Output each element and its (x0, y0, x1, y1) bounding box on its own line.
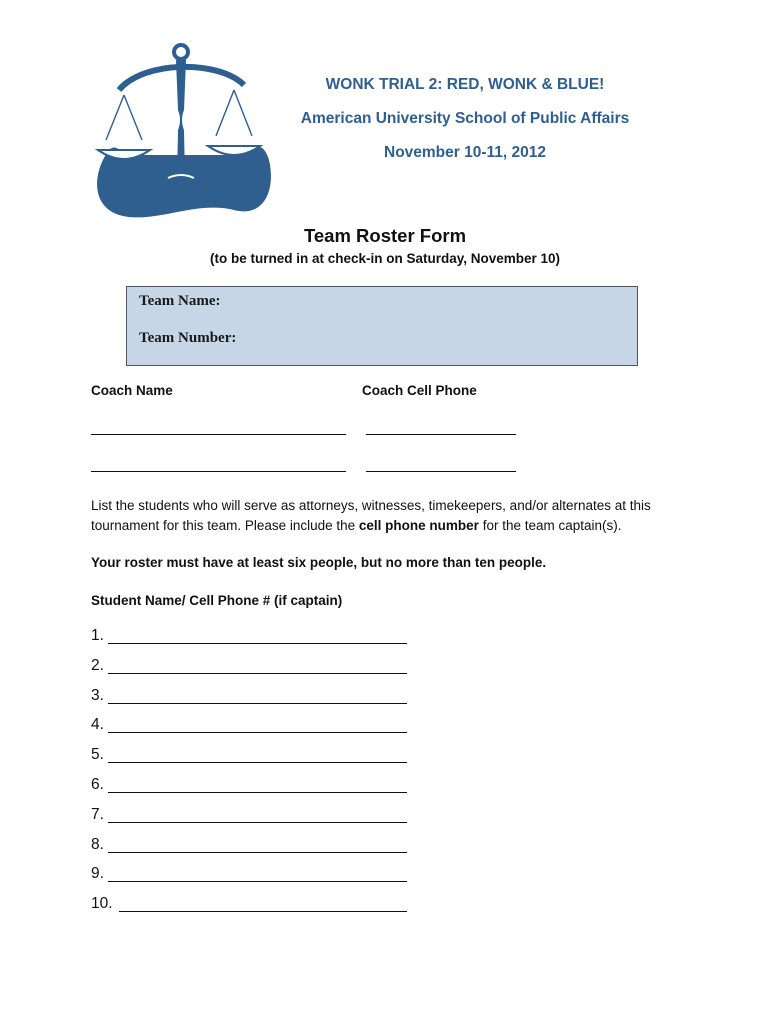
coach-name-label: Coach Name (91, 383, 173, 398)
student-name-field[interactable] (108, 762, 407, 763)
roster-rule: Your roster must have at least six people, but no more than ten people. (91, 555, 547, 570)
list-item (91, 714, 421, 744)
list-item (91, 804, 421, 834)
list-item (91, 834, 421, 864)
roster-number: 1. (91, 627, 104, 644)
team-number-label: Team Number: (139, 330, 237, 346)
student-roster-list (91, 625, 421, 923)
school-name: American University School of Public Affairs (300, 110, 630, 127)
event-dates: November 10-11, 2012 (384, 144, 546, 161)
list-item (91, 655, 421, 685)
list-item (91, 863, 421, 893)
roster-number: 3. (91, 686, 104, 704)
student-name-field[interactable] (108, 852, 407, 853)
event-title: WONK TRIAL 2: RED, WONK & BLUE! (325, 76, 605, 93)
instructions-text-1: List the students who will serve as attorneys, witnesses, timekeepers, and/or alternates at this tournament for this team. Please include the (91, 498, 651, 533)
instructions-text-2: for the team captain(s). (478, 518, 622, 533)
instructions-bold-text: cell phone number (358, 518, 479, 533)
list-item (91, 685, 421, 715)
roster-number: 4. (91, 716, 104, 734)
roster-number: 8. (91, 835, 104, 853)
student-name-field[interactable] (108, 643, 407, 644)
student-list-header: Student Name/ Cell Phone # (if captain) (91, 593, 343, 608)
coach-phone-field-2[interactable] (366, 471, 516, 472)
student-name-field[interactable] (108, 881, 407, 882)
roster-number: 5. (91, 746, 104, 764)
scales-of-justice-icon (84, 40, 274, 230)
coach-name-field-2[interactable] (91, 471, 346, 472)
list-item (91, 774, 421, 804)
coach-phone-field-1[interactable] (366, 434, 516, 435)
list-item (91, 744, 421, 774)
roster-number: 6. (91, 775, 104, 793)
student-name-field[interactable] (108, 673, 407, 674)
roster-number: 2. (91, 656, 104, 674)
student-name-field[interactable] (108, 732, 407, 733)
team-name-label: Team Name: (139, 293, 221, 309)
instructions-paragraph (91, 496, 691, 536)
coach-name-field-1[interactable] (91, 434, 346, 435)
student-name-field[interactable] (108, 703, 407, 704)
list-item (91, 893, 421, 923)
student-name-field[interactable] (108, 792, 407, 793)
roster-number: 10. (91, 895, 113, 913)
roster-number: 7. (91, 805, 104, 823)
form-title: Team Roster Form (303, 225, 467, 246)
team-info-box (126, 286, 638, 366)
coach-phone-label: Coach Cell Phone (362, 383, 477, 398)
list-item (91, 625, 421, 655)
student-name-field[interactable] (119, 911, 407, 912)
roster-number: 9. (91, 865, 104, 883)
form-subtitle: (to be turned in at check-in on Saturday, November 10) (209, 251, 561, 266)
student-name-field[interactable] (108, 822, 407, 823)
